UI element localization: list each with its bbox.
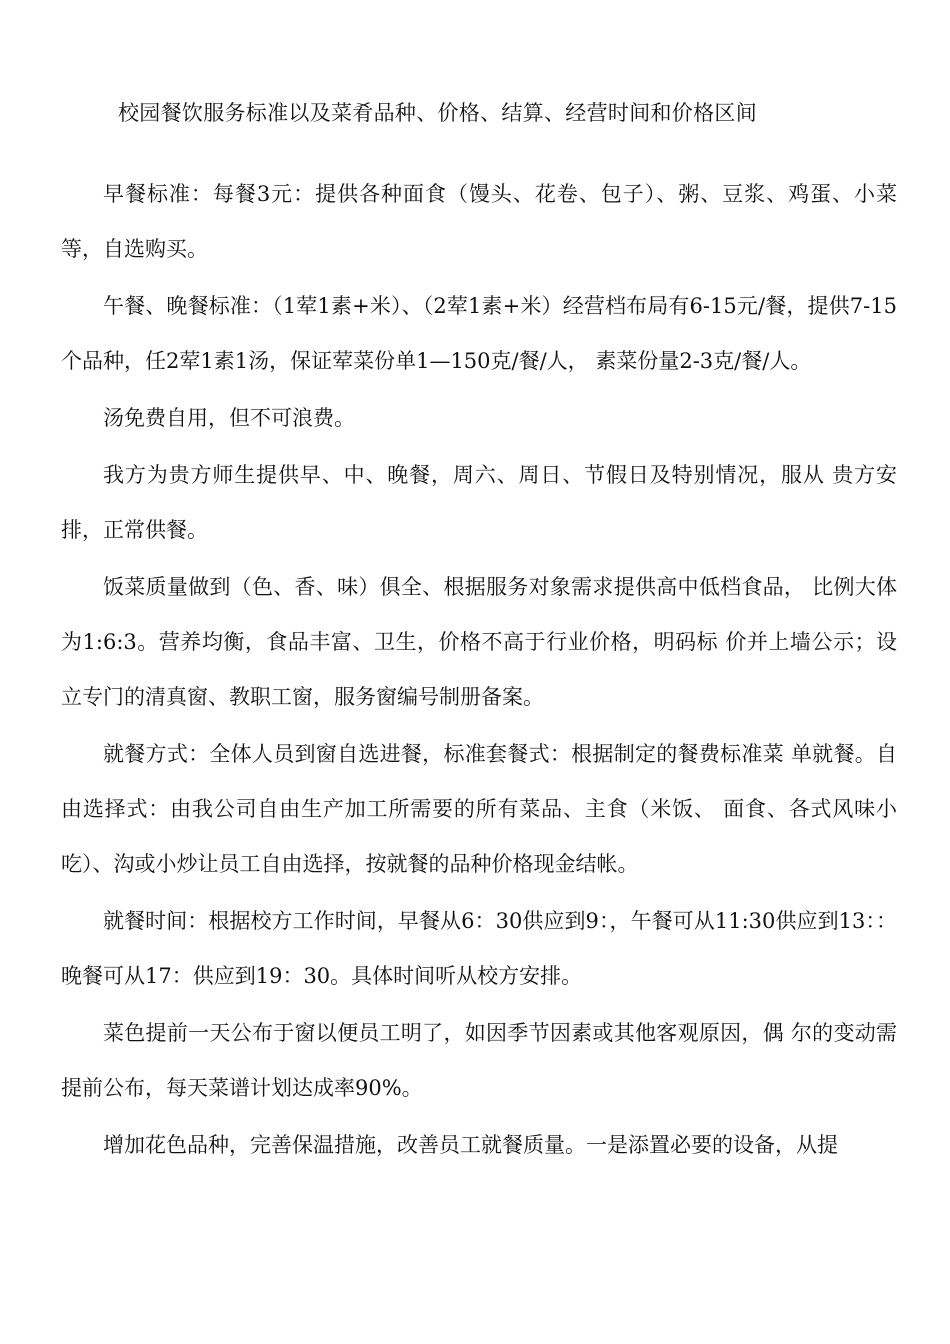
paragraph-dining-method: 就餐方式：全体人员到窗自选进餐，标准套餐式：根据制定的餐费标准菜 单就餐。自由选择式：由我公司自由生产加工所需要的所有菜品、主食（米饭、 面食、各式风味小吃）、沟或小炒让员工自由选择，按就餐的品种价格现金结帐。: [61, 742, 897, 876]
paragraph-dining-hours: 就餐时间：根据校方工作时间，早餐从6：30供应到9：，午餐可从11:30供应到13：：晚餐可从17：供应到19：30。具体时间听从校方安排。: [61, 909, 897, 988]
document-title: 校园餐饮服务标准以及菜肴品种、价格、结算、经营时间和价格区间: [118, 101, 757, 125]
paragraph-breakfast-standard: 早餐标准：每餐3元：提供各种面食（馒头、花卷、包子）、粥、豆浆、鸡蛋、小菜等，自选购买。: [61, 182, 897, 261]
paragraph-meal-service: 我方为贵方师生提供早、中、晚餐，周六、周日、节假日及特别情况，服从 贵方安排，正常供餐。: [61, 463, 897, 542]
paragraph-variety-improvement: 增加花色品种，完善保温措施，改善员工就餐质量。一是添置必要的设备，从提: [103, 1133, 838, 1157]
paragraph-free-soup: 汤免费自用，但不可浪费。: [103, 406, 355, 430]
paragraph-menu-announcement: 菜色提前一天公布于窗以便员工明了，如因季节因素或其他客观原因，偶 尔的变动需提前公布，每天菜谱计划达成率90%。: [61, 1021, 897, 1100]
paragraph-lunch-dinner-standard: 午餐、晚餐标准：（1荤1素+米）、（2荤1素+米）经营档布局有6-15元/餐，提供7-15个品种，任2荤1素1汤，保证荤菜份单1—150克/餐/人， 素菜份量2-3克/餐/人。: [61, 294, 897, 373]
paragraph-food-quality: 饭菜质量做到（色、香、味）俱全、根据服务对象需求提供高中低档食品， 比例大体为1:6:3。营养均衡，食品丰富、卫生，价格不高于行业价格，明码标 价并上墙公示；设立专门的清真窗、教职工窗，服务窗编号制册备案。: [61, 575, 897, 709]
document-body: [61, 167, 897, 1175]
